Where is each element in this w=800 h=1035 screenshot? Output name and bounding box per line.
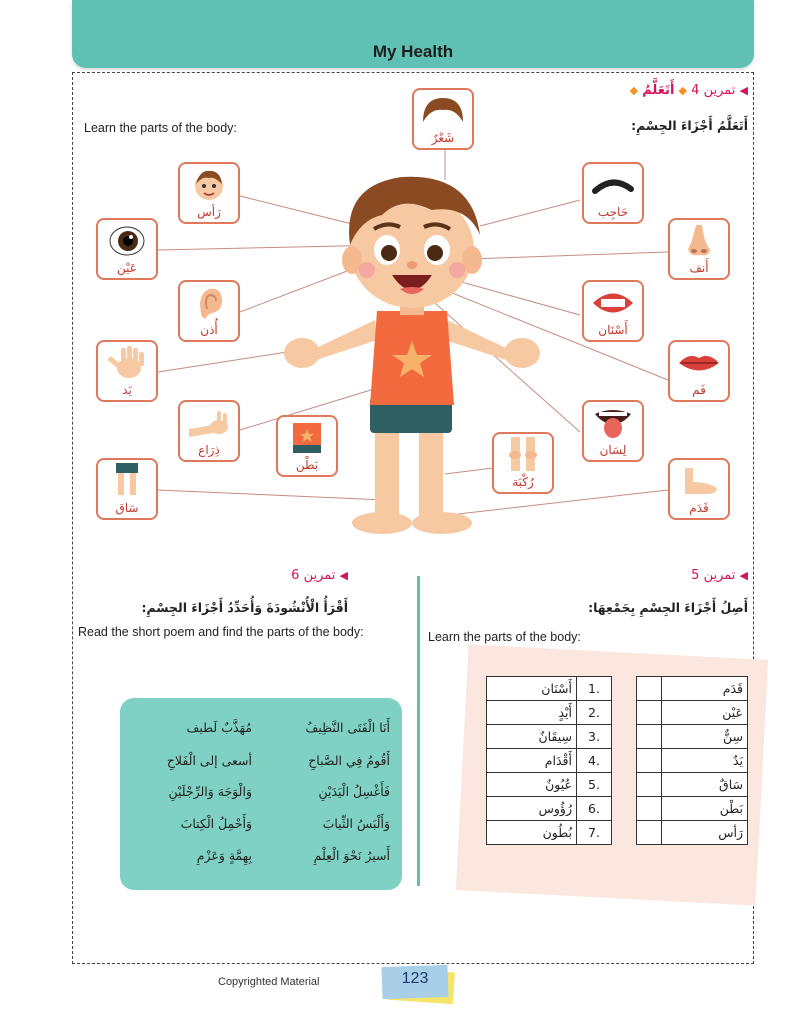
plural-word: عُيُونٌ [487,773,577,797]
plural-word: سِيقَانٌ [487,725,577,749]
card-hand [96,340,158,402]
page-title: My Health [372,42,454,61]
label-ear: أُذن [200,323,218,337]
label-eyebrow: حَاجِب [597,205,629,219]
plural-number: 3. [577,725,612,749]
singular-word: عَيْن [662,701,748,725]
tongue-icon [593,406,633,440]
singular-word: يَدٌ [662,749,748,773]
exercise6-heading [291,568,348,583]
card-foot [668,458,730,520]
poem-line-3-left: وَالْوَجَهَ وَالرِّجْلَيْنِ [168,784,252,799]
plurals-table [486,676,612,845]
card-eye [96,218,158,280]
card-belly [276,415,338,477]
plural-number: 1. [577,677,612,701]
poem-box [120,698,402,890]
table-row [487,701,612,725]
triangle-bullet-icon: ◀ [739,84,748,97]
label-tongue: لِسَان [599,443,627,457]
singular-word: بَطْن [662,797,748,821]
exercise4-instruction-en: Learn the parts of the body: [84,121,237,135]
singulars-table [636,676,748,845]
label-hair: شَعْرٌ [431,131,455,145]
table-row [487,773,612,797]
plural-number: 7. [577,821,612,845]
hand-icon [107,346,147,380]
poem-line-3-right: فَأَغْسِلُ الْيَدَيْنِ [318,784,390,799]
label-hand: يَد [122,383,132,397]
poem-line-5-left: بِهِمَّةٍ وَعَزْمِ [196,848,252,863]
foot-icon [677,466,721,496]
triangle-bullet-icon: ◀ [339,569,348,582]
diamond-icon: ◆ [678,84,688,97]
diamond-icon: ◆ [629,84,639,97]
column-divider [417,576,420,886]
table-row [637,821,748,845]
poem-line-5-right: أَسيرُ نَحْوَ الْعِلْمِ [313,848,390,863]
exercise4-instruction-ar: أَتَعَلَّمُ أَجْزَاءَ الجِسْمِ: [631,118,748,133]
card-leg [96,458,158,520]
triangle-bullet-icon: ◀ [739,569,748,582]
eye-icon [107,224,147,258]
exercise4-word: أَتَعَلَّمُ [642,83,675,98]
nose-icon [682,223,716,259]
exercise5-instruction-en: Learn the parts of the body: [428,630,581,644]
card-knee [492,432,554,494]
table-row [637,677,748,701]
answer-cell[interactable] [637,797,662,821]
answer-cell[interactable] [637,773,662,797]
label-head: رَأس [197,205,221,219]
table-row [487,725,612,749]
singular-word: سِنٌّ [662,725,748,749]
card-nose [668,218,730,280]
copyright-text: Copyrighted Material [218,976,320,988]
knee-icon [505,437,541,473]
arm-icon [187,407,231,439]
table-row [637,773,748,797]
label-arm: ذِرَاع [198,443,220,457]
card-ear [178,280,240,342]
answer-cell[interactable] [637,725,662,749]
table-row [637,701,748,725]
label-leg: سَاق [115,501,139,515]
plural-word: بُطُون [487,821,577,845]
card-tongue [582,400,644,462]
table-row [487,677,612,701]
exercise5-heading [691,568,748,583]
label-eye: عَيْن [117,261,137,275]
plural-word: أَسْنَان [487,677,577,701]
label-teeth: أَسْنَان [598,323,628,337]
belly-icon [289,421,325,455]
singular-word: قَدَم [662,677,748,701]
singular-word: رَأس [662,821,748,845]
exercise6-number: تمرين 6 [291,568,336,583]
poem-line-2-left: أسعى إلى الْفَلاحِ [166,753,252,768]
poem-line-2-right: أَقُومُ فِي الصَّباحِ [308,753,390,768]
answer-cell[interactable] [637,677,662,701]
poem-line-1-left: مُهَذَّبٌ لَطيف [186,720,252,735]
answer-cell[interactable] [637,821,662,845]
label-nose: أَنف [689,261,709,275]
eyebrow-icon [591,173,635,197]
exercise6-instruction-en: Read the short poem and find the parts of the body: [78,625,364,639]
card-hair [412,88,474,150]
table-row [637,797,748,821]
table-row [487,749,612,773]
plural-number: 6. [577,797,612,821]
table-row [637,725,748,749]
label-foot: قَدَم [689,501,709,515]
poem-line-4-left: وَأَحْمِلُ الْكِتابَ [180,816,252,831]
hair-icon [421,96,465,126]
exercise6-instruction-ar: أَقْرَأُ الْأُنْشُودَةَ وَأُحَدِّدُ أَجْزَاءَ الجِسْمِ: [141,600,348,615]
plural-word: أَقْدَام [487,749,577,773]
card-eyebrow [582,162,644,224]
label-knee: رُكْبَة [512,475,534,489]
table-row [487,821,612,845]
plural-number: 5. [577,773,612,797]
exercise5-number: تمرين 5 [691,568,736,583]
card-head [178,162,240,224]
plural-number: 4. [577,749,612,773]
exercise4-number: تمرين 4 [691,83,736,98]
plural-word: رُؤُوس [487,797,577,821]
ear-icon [192,285,226,321]
exercise5-instruction-ar: أَصِلُ أَجْزَاءَ الجِسْمِ بِجَمْعِهَا: [588,600,748,615]
singular-word: سَاقٌ [662,773,748,797]
card-arm [178,400,240,462]
label-belly: بَطْن [295,458,319,472]
table-row [637,749,748,773]
head-icon [192,168,226,202]
poem-line-1-right: أَنَا الْفَتَى النَّظِيفُ [305,720,390,735]
table-row [487,797,612,821]
answer-cell[interactable] [637,701,662,725]
plural-word: أَيْدٍ [487,701,577,725]
label-mouth: فَم [692,383,706,397]
leg-icon [110,463,144,499]
answer-cell[interactable] [637,749,662,773]
card-teeth [582,280,644,342]
lips-icon [677,348,721,378]
teeth-icon [591,288,635,318]
page-number: 123 [401,970,429,987]
plural-number: 2. [577,701,612,725]
card-mouth [668,340,730,402]
poem-line-4-right: وَأَلْبَسُ الثِّيابَ [322,816,390,831]
